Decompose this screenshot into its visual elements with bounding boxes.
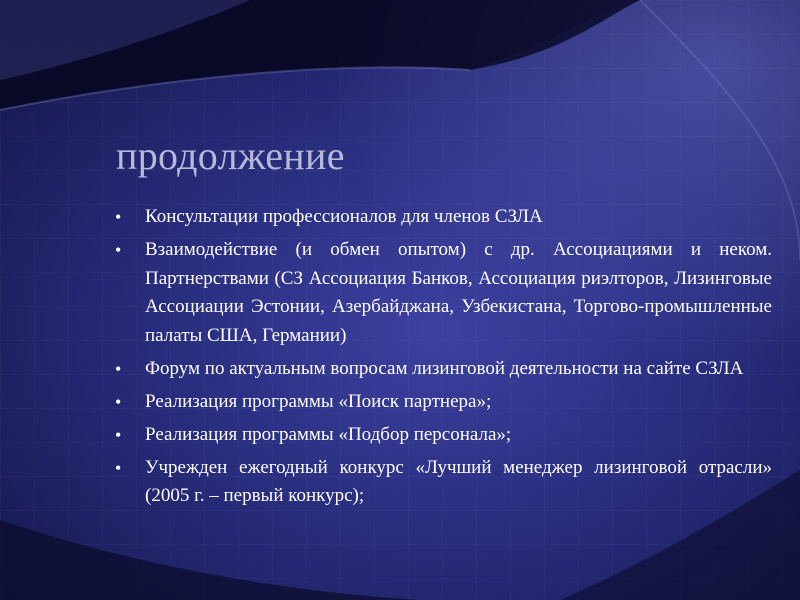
bullet-icon: • [115,391,122,412]
bullet-icon: • [115,424,122,445]
bullet-icon: • [115,358,122,379]
list-item [112,203,772,232]
bullet-list [112,203,772,515]
bullet-icon: • [115,457,122,478]
slide-title: продолжение [116,133,345,178]
list-item [112,236,772,350]
list-item-text: Реализация программы «Подбор персонала»; [145,423,512,445]
list-item [112,421,772,450]
list-item [112,388,772,417]
list-item [112,355,772,384]
list-item [112,454,772,511]
list-item-text: Консультации профессионалов для членов СЗЛА [145,206,543,227]
list-item-text: Учрежден ежегодный конкурс «Лучший менеджер лизинговой отрасли» (2005 г. – первый конкурс); [145,456,772,506]
bullet-icon: • [115,207,122,227]
bullet-icon: • [115,240,122,260]
list-item-text: Реализация программы «Поиск партнера»; [145,390,492,412]
list-item-text: Взаимодействие (и обмен опытом) с др. Ассоциациями и неком. Партнерствами (СЗ Ассоциация Банков, Ассоциация риэлторов, Лизинговые Ассоциации Эстонии, Азербайджана, Узбекистана, Торгово-промышленные палаты США, Германии) [145,239,772,346]
list-item-text: Форум по актуальным вопросам лизинговой деятельности на сайте СЗЛА [145,357,744,379]
